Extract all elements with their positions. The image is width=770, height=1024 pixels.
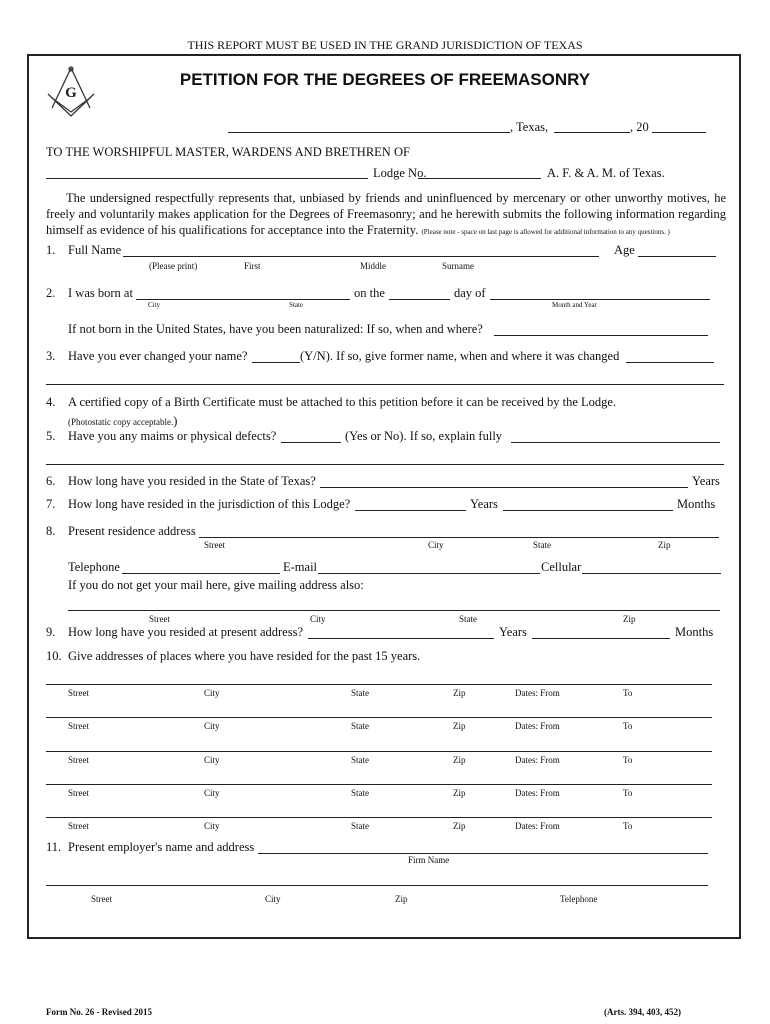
former-name-blank[interactable] (626, 362, 714, 363)
mailing-blank[interactable] (68, 610, 720, 611)
mail-state-caption: State (459, 614, 477, 624)
lodge-no-blank[interactable] (418, 178, 541, 179)
address-months-blank[interactable] (532, 638, 670, 639)
residence-blank[interactable] (199, 537, 719, 538)
emp-zip-caption: Zip (395, 894, 408, 904)
texas-label: , Texas, (510, 120, 549, 134)
q7-label: How long have resided in the jurisdiction of this Lodge? (68, 497, 351, 511)
past-address-street-caption: Street (68, 688, 89, 698)
employer-blank[interactable] (258, 853, 708, 854)
past-address-to-caption: To (623, 721, 633, 732)
q11-label: Present employer's name and address (68, 840, 255, 854)
email-blank[interactable] (318, 573, 540, 574)
q9-years: Years (499, 625, 527, 639)
emp-telephone-caption: Telephone (560, 894, 598, 904)
past-address-city-caption: City (204, 821, 220, 832)
q5-label: Have you any maims or physical defects? (68, 429, 277, 443)
past-address-from-caption: Dates: From (515, 688, 560, 698)
past-address-zip-caption: Zip (453, 688, 466, 698)
jurisdiction-note: THIS REPORT MUST BE USED IN THE GRAND JURISDICTION OF TEXAS (187, 38, 583, 52)
lodge-name-blank[interactable] (46, 178, 368, 179)
lodge-no-label: Lodge No. (373, 166, 427, 180)
age-blank[interactable] (638, 256, 716, 257)
past-address-from-caption: Dates: From (515, 721, 560, 732)
salutation: TO THE WORSHIPFUL MASTER, WARDENS AND BRETHREN OF (46, 145, 410, 159)
telephone-label: Telephone (68, 560, 120, 574)
q7-number: 7. (46, 497, 56, 511)
explain-blank[interactable] (511, 442, 720, 443)
page-title: PETITION FOR THE DEGREES OF FREEMASONRY (179, 70, 591, 89)
lodge-suffix: A. F. & A. M. of Texas. (547, 166, 665, 180)
email-label: E-mail (283, 560, 318, 574)
firm-name-caption: Firm Name (408, 855, 450, 865)
year-blank[interactable] (652, 132, 706, 133)
date-blank[interactable] (554, 132, 630, 133)
q3-label: Have you ever changed your name? (68, 349, 248, 363)
q3-number: 3. (46, 349, 56, 363)
q9-label: How long have you resided at present address? (68, 625, 303, 639)
cellular-label: Cellular (541, 560, 582, 574)
q8-label: Present residence address (68, 524, 196, 538)
mailing-label: If you do not get your mail here, give mailing address also: (68, 578, 364, 592)
past-address-street-caption: Street (68, 787, 89, 798)
month-year-caption: Month and Year (552, 301, 597, 309)
name-changed-blank[interactable] (252, 362, 300, 363)
month-year-blank[interactable] (490, 299, 710, 300)
cellular-blank[interactable] (582, 573, 721, 574)
q11-number: 11. (46, 840, 62, 854)
q2-number: 2. (46, 286, 56, 300)
past-address-street-caption: Street (68, 721, 89, 732)
intro-paragraph (46, 190, 726, 240)
q9-months: Months (675, 625, 714, 639)
q6-number: 6. (46, 474, 56, 488)
mail-city-caption: City (310, 614, 326, 624)
q4-label: A certified copy of a Birth Certificate must be attached to this petition before it can be received by the Lodge. (68, 395, 617, 409)
lodge-months-blank[interactable] (503, 510, 673, 511)
q3-yn: (Y/N). If so, give former name, when and where it was changed (300, 349, 620, 363)
past-address-blank[interactable] (46, 784, 712, 785)
past-address-from-caption: Dates: From (515, 787, 560, 798)
past-address-zip-caption: Zip (453, 787, 466, 798)
q6-label: How long have you resided in the State of Texas? (68, 474, 316, 488)
first-caption: First (244, 261, 261, 271)
place-blank[interactable] (228, 132, 510, 133)
past-address-state-caption: State (351, 754, 369, 765)
q6-years: Years (692, 474, 720, 488)
past-address-state-caption: State (351, 787, 369, 798)
q4-number: 4. (46, 395, 56, 409)
born-at-blank[interactable] (136, 299, 350, 300)
day-of-label: day of (454, 286, 486, 300)
q10-label: Give addresses of places where you have resided for the past 15 years. (68, 649, 421, 663)
age-label: Age (614, 243, 635, 257)
logo-letter: G (65, 85, 77, 101)
q7-years: Years (470, 497, 498, 511)
lodge-years-blank[interactable] (355, 510, 466, 511)
q10-number: 10. (46, 649, 62, 663)
emp-city-caption: City (265, 894, 281, 904)
res-city-caption: City (428, 540, 444, 550)
maims-blank[interactable] (281, 442, 341, 443)
address-years-blank[interactable] (308, 638, 494, 639)
texas-years-blank[interactable] (320, 487, 688, 488)
explain-blank-2[interactable] (46, 464, 724, 465)
day-blank[interactable] (389, 299, 450, 300)
past-address-zip-caption: Zip (453, 721, 466, 732)
past-address-street-caption: Street (68, 821, 89, 832)
past-address-zip-caption: Zip (453, 821, 466, 832)
state-caption: State (289, 301, 303, 309)
past-address-city-caption: City (204, 787, 220, 798)
former-name-blank-2[interactable] (46, 384, 724, 385)
year-label: , 20 (630, 120, 649, 134)
past-address-blank[interactable] (46, 684, 712, 685)
q8-number: 8. (46, 524, 56, 538)
q1-number: 1. (46, 243, 56, 257)
past-address-state-caption: State (351, 721, 369, 732)
naturalized-label: If not born in the United States, have you been naturalized: If so, when and where? (68, 322, 483, 336)
past-address-state-caption: State (351, 688, 369, 698)
past-address-to-caption: To (623, 754, 633, 765)
full-name-blank[interactable] (123, 256, 599, 257)
past-address-state-caption: State (351, 821, 369, 832)
employer-address-blank[interactable] (46, 885, 708, 886)
past-address-to-caption: To (623, 821, 633, 832)
photostatic-note: (Photostatic copy acceptable.) (68, 414, 178, 428)
past-address-city-caption: City (204, 688, 220, 698)
mail-street-caption: Street (149, 614, 170, 624)
telephone-blank[interactable] (122, 573, 280, 574)
q5-yes-no: (Yes or No). If so, explain fully (345, 429, 503, 443)
middle-caption: Middle (360, 261, 386, 271)
past-address-to-caption: To (623, 787, 633, 798)
surname-caption: Surname (442, 261, 474, 271)
past-address-city-caption: City (204, 754, 220, 765)
naturalized-blank[interactable] (494, 335, 708, 336)
emp-street-caption: Street (91, 894, 112, 904)
res-state-caption: State (533, 540, 551, 550)
q2-label: I was born at (68, 286, 133, 300)
please-print: (Please print) (149, 261, 198, 271)
intro-text: The undersigned respectfully represents that, unbiased by friends and uninfluenced by mercenary or other unworthy motives, he freely and voluntarily makes application for the Degrees of Freemasonry; and he herewith submits the following information regarding himself as evidence of his qualifications for acceptance into the Fraternity. (46, 191, 726, 237)
past-address-to-caption: To (623, 688, 633, 698)
q1-label: Full Name (68, 243, 122, 257)
past-address-city-caption: City (204, 721, 220, 732)
city-caption: City (148, 301, 161, 309)
articles-ref: (Arts. 394, 403, 452) (604, 1007, 681, 1017)
q9-number: 9. (46, 625, 56, 639)
mail-zip-caption: Zip (623, 614, 636, 624)
form-number: Form No. 26 - Revised 2015 (46, 1007, 152, 1017)
intro-note: (Please note - space on last page is allowed for additional information to any questions. ) (421, 228, 670, 236)
past-address-blank[interactable] (46, 717, 712, 718)
past-address-blank[interactable] (46, 751, 712, 752)
past-address-street-caption: Street (68, 754, 89, 765)
on-the-label: on the (354, 286, 385, 300)
q5-number: 5. (46, 429, 56, 443)
res-street-caption: Street (204, 540, 225, 550)
res-zip-caption: Zip (658, 540, 671, 550)
q7-months: Months (677, 497, 716, 511)
past-address-zip-caption: Zip (453, 754, 466, 765)
past-address-blank[interactable] (46, 817, 712, 818)
past-address-from-caption: Dates: From (515, 754, 560, 765)
past-address-from-caption: Dates: From (515, 821, 560, 832)
